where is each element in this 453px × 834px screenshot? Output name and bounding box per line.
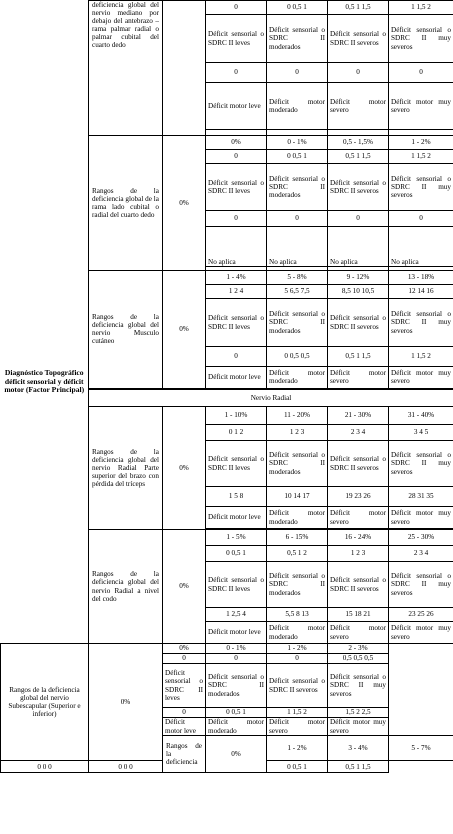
deficit-sensory-very-severe: Déficit sensorial o SDRC II muy severos — [389, 562, 453, 608]
value-cell: 0 — [206, 211, 267, 227]
value-cell: 0,5 1 1,5 — [328, 150, 389, 164]
range-cell: 16 - 24% — [328, 530, 389, 546]
deficit-motor-mild: Déficit motor leve — [163, 718, 206, 736]
range-cell: 11 - 20% — [267, 407, 328, 425]
deficit-sensory-severe: Déficit sensorial o SDRC II severos — [267, 664, 328, 708]
section-label: Rangos de la deficiencia global del nervio Subescapular (Superior e inferior) — [1, 644, 89, 761]
deficit-sensory-severe: Déficit sensorial o SDRC II severos — [328, 441, 389, 487]
deficit-sensory-moderate: Déficit sensorial o SDRC II moderados — [267, 15, 328, 63]
deficit-motor-moderate: Déficit motor moderado — [267, 367, 328, 389]
value-cell: 0 0,5 1 — [206, 546, 267, 562]
deficit-sensory-very-severe: Déficit sensorial o SDRC II muy severos — [389, 15, 453, 63]
value-cell: 12 14 16 — [389, 285, 453, 299]
value-cell: 1,5 2 2,5 — [328, 708, 389, 718]
deficit-sensory-mild: Déficit sensorial o SDRC II leves — [206, 164, 267, 211]
value-cell: 0 — [389, 63, 453, 83]
deficit-sensory-moderate: Déficit sensorial o SDRC II moderados — [267, 164, 328, 211]
range-cell: 0 - 1% — [267, 136, 328, 150]
range-cell: 1 - 2% — [267, 644, 328, 654]
deficit-sensory-mild: Déficit sensorial o SDRC II leves — [206, 15, 267, 63]
range-cell: 6 - 15% — [267, 530, 328, 546]
not-applicable: No aplica — [267, 227, 328, 267]
range-cell: 0% — [163, 644, 206, 654]
value-cell: 5 6,5 7,5 — [267, 285, 328, 299]
not-applicable: No aplica — [328, 227, 389, 267]
value-cell: 28 31 35 — [389, 487, 453, 507]
deficit-motor-moderate: Déficit motor moderado — [206, 718, 267, 736]
value-cell: 0 — [206, 1, 267, 15]
deficit-motor-moderate: Déficit motor moderado — [267, 83, 328, 130]
value-cell: 0,5 1 1,5 — [328, 761, 389, 773]
deficit-sensory-moderate: Déficit sensorial o SDRC II moderados — [206, 664, 267, 708]
value-cell: 0 0 0 — [1, 761, 89, 773]
deficit-sensory-severe: Déficit sensorial o SDRC II severos — [328, 164, 389, 211]
value-cell: 0 — [328, 63, 389, 83]
value-cell: 0,5 0,5 0,5 — [328, 654, 389, 664]
deficit-sensory-very-severe: Déficit sensorial o SDRC II muy severos — [328, 664, 389, 708]
section-pct: 0% — [163, 530, 206, 644]
deficit-sensory-severe: Déficit sensorial o SDRC II severos — [328, 15, 389, 63]
deficit-motor-severe: Déficit motor severo — [328, 622, 389, 644]
section-pct: 0% — [163, 271, 206, 389]
value-cell: 0 0,5 1 — [267, 761, 328, 773]
range-cell: 9 - 12% — [328, 271, 389, 285]
value-cell: 1 2,5 4 — [206, 608, 267, 622]
value-cell: 8,5 10 10,5 — [328, 285, 389, 299]
range-cell: 0,5 - 1,5% — [328, 136, 389, 150]
value-cell: 0 — [206, 63, 267, 83]
value-cell: 1 1,5 2 — [389, 347, 453, 367]
deficit-sensory-severe: Déficit sensorial o SDRC II severos — [328, 562, 389, 608]
range-cell: 5 - 8% — [267, 271, 328, 285]
range-cell: 1 - 10% — [206, 407, 267, 425]
deficit-sensory-mild: Déficit sensorial o SDRC II leves — [206, 562, 267, 608]
deficit-motor-very-severe: Déficit motor muy severo — [328, 718, 389, 736]
value-cell: 0 0,5 0,5 — [267, 347, 328, 367]
value-cell: 5,5 8 13 — [267, 608, 328, 622]
range-cell: 3 - 4% — [328, 736, 389, 761]
value-cell: 0 — [163, 708, 206, 718]
range-cell: 2 - 3% — [328, 644, 389, 654]
deficit-sensory-moderate: Déficit sensorial o SDRC II moderados — [267, 441, 328, 487]
range-cell: 1 - 4% — [206, 271, 267, 285]
section-label: Rangos de la deficiencia — [163, 736, 206, 773]
deficit-motor-very-severe: Déficit motor muy severo — [389, 622, 453, 644]
deficit-sensory-mild: Déficit sensorial o SDRC II leves — [206, 299, 267, 347]
section-pct: 0% — [206, 736, 267, 773]
nerve-group-header: Nervio Radial — [89, 389, 453, 407]
deficit-motor-very-severe: Déficit motor muy severo — [389, 367, 453, 389]
deficit-motor-mild: Déficit motor leve — [206, 622, 267, 644]
value-cell: 0,5 1 2 — [267, 546, 328, 562]
deficit-motor-mild: Déficit motor leve — [206, 507, 267, 529]
value-cell: 0 — [163, 654, 206, 664]
value-cell: 0,5 1 1,5 — [328, 347, 389, 367]
value-cell: 3 4 5 — [389, 425, 453, 441]
value-cell: 0 0,5 1 — [267, 1, 328, 15]
deficit-sensory-mild: Déficit sensorial o SDRC II leves — [163, 664, 206, 708]
section-pct: 0% — [89, 644, 163, 761]
value-cell: 2 3 4 — [389, 546, 453, 562]
range-cell: 21 - 30% — [328, 407, 389, 425]
value-cell: 0 — [267, 63, 328, 83]
deficit-motor-severe: Déficit motor severo — [267, 718, 328, 736]
value-cell: 0 — [267, 654, 328, 664]
section-label: Rangos de la deficiencia global de la rama lado cubital o radial del cuarto dedo — [89, 136, 163, 271]
range-cell: 0% — [206, 136, 267, 150]
deficit-sensory-moderate: Déficit sensorial o SDRC II moderados — [267, 299, 328, 347]
value-cell: 1 1,5 2 — [389, 1, 453, 15]
deficit-sensory-very-severe: Déficit sensorial o SDRC II muy severos — [389, 441, 453, 487]
value-cell: 0 — [206, 654, 267, 664]
value-cell: 0 0 0 — [89, 761, 163, 773]
deficit-motor-severe: Déficit motor severo — [328, 507, 389, 529]
section-pct: 0% — [163, 407, 206, 530]
range-cell: 0 - 1% — [206, 644, 267, 654]
value-cell: 1 1,5 2 — [267, 708, 328, 718]
deficit-sensory-very-severe: Déficit sensorial o SDRC II muy severos — [389, 164, 453, 211]
value-cell: 0 — [389, 211, 453, 227]
range-cell: 1 - 2% — [267, 736, 328, 761]
diagnosis-label: Diagnóstico Topográfico déficit sensorial y déficit motor (Factor Principal) — [1, 1, 89, 644]
value-cell: 0 — [267, 211, 328, 227]
value-cell: 1 1,5 2 — [389, 150, 453, 164]
value-cell: 0 0,5 1 — [206, 708, 267, 718]
deficit-motor-mild: Déficit motor leve — [206, 83, 267, 130]
deficit-sensory-very-severe: Déficit sensorial o SDRC II muy severos — [389, 299, 453, 347]
deficit-sensory-mild: Déficit sensorial o SDRC II leves — [206, 441, 267, 487]
value-cell: 0 — [328, 211, 389, 227]
deficit-motor-very-severe: Déficit motor muy severo — [389, 83, 453, 130]
not-applicable: No aplica — [389, 227, 453, 267]
value-cell: 0 1 2 — [206, 425, 267, 441]
deficit-motor-moderate: Déficit motor moderado — [267, 622, 328, 644]
range-cell: 1 - 5% — [206, 530, 267, 546]
value-cell: 2 3 4 — [328, 425, 389, 441]
section-label: deficiencia global del nervio mediano por debajo del antebrazo – rama palmar radial o palmar cubital del cuarto dedo — [89, 1, 163, 136]
deficit-motor-severe: Déficit motor severo — [328, 367, 389, 389]
value-cell: 15 18 21 — [328, 608, 389, 622]
deficit-sensory-severe: Déficit sensorial o SDRC II severos — [328, 299, 389, 347]
value-cell: 0 — [206, 150, 267, 164]
value-cell: 1 2 3 — [267, 425, 328, 441]
value-cell: 1 5 8 — [206, 487, 267, 507]
not-applicable: No aplica — [206, 227, 267, 267]
value-cell: 0,5 1 1,5 — [328, 1, 389, 15]
deficit-motor-mild: Déficit motor leve — [206, 367, 267, 389]
deficit-motor-very-severe: Déficit motor muy severo — [389, 507, 453, 529]
value-cell: 10 14 17 — [267, 487, 328, 507]
section-pct — [163, 1, 206, 136]
section-pct: 0% — [163, 136, 206, 271]
range-cell: 1 - 2% — [389, 136, 453, 150]
deficit-motor-moderate: Déficit motor moderado — [267, 507, 328, 529]
range-cell: 13 - 18% — [389, 271, 453, 285]
value-cell: 0 0,5 1 — [267, 150, 328, 164]
value-cell: 0 — [206, 347, 267, 367]
range-cell: 31 - 40% — [389, 407, 453, 425]
value-cell: 1 2 4 — [206, 285, 267, 299]
value-cell: 19 23 26 — [328, 487, 389, 507]
section-label: Rangos de la deficiencia global del nervio Musculo cutáneo — [89, 271, 163, 389]
range-cell: 5 - 7% — [389, 736, 453, 761]
value-cell: 23 25 26 — [389, 608, 453, 622]
section-label: Rangos de la deficiencia global del nervio Radial a nivel del codo — [89, 530, 163, 644]
value-cell: 1 2 3 — [328, 546, 389, 562]
section-label: Rangos de la deficiencia global del nervio Radial Parte superior del brazo con pérdida del tríceps — [89, 407, 163, 530]
deficit-sensory-moderate: Déficit sensorial o SDRC II moderados — [267, 562, 328, 608]
range-cell: 25 - 30% — [389, 530, 453, 546]
deficit-motor-severe: Déficit motor severo — [328, 83, 389, 130]
